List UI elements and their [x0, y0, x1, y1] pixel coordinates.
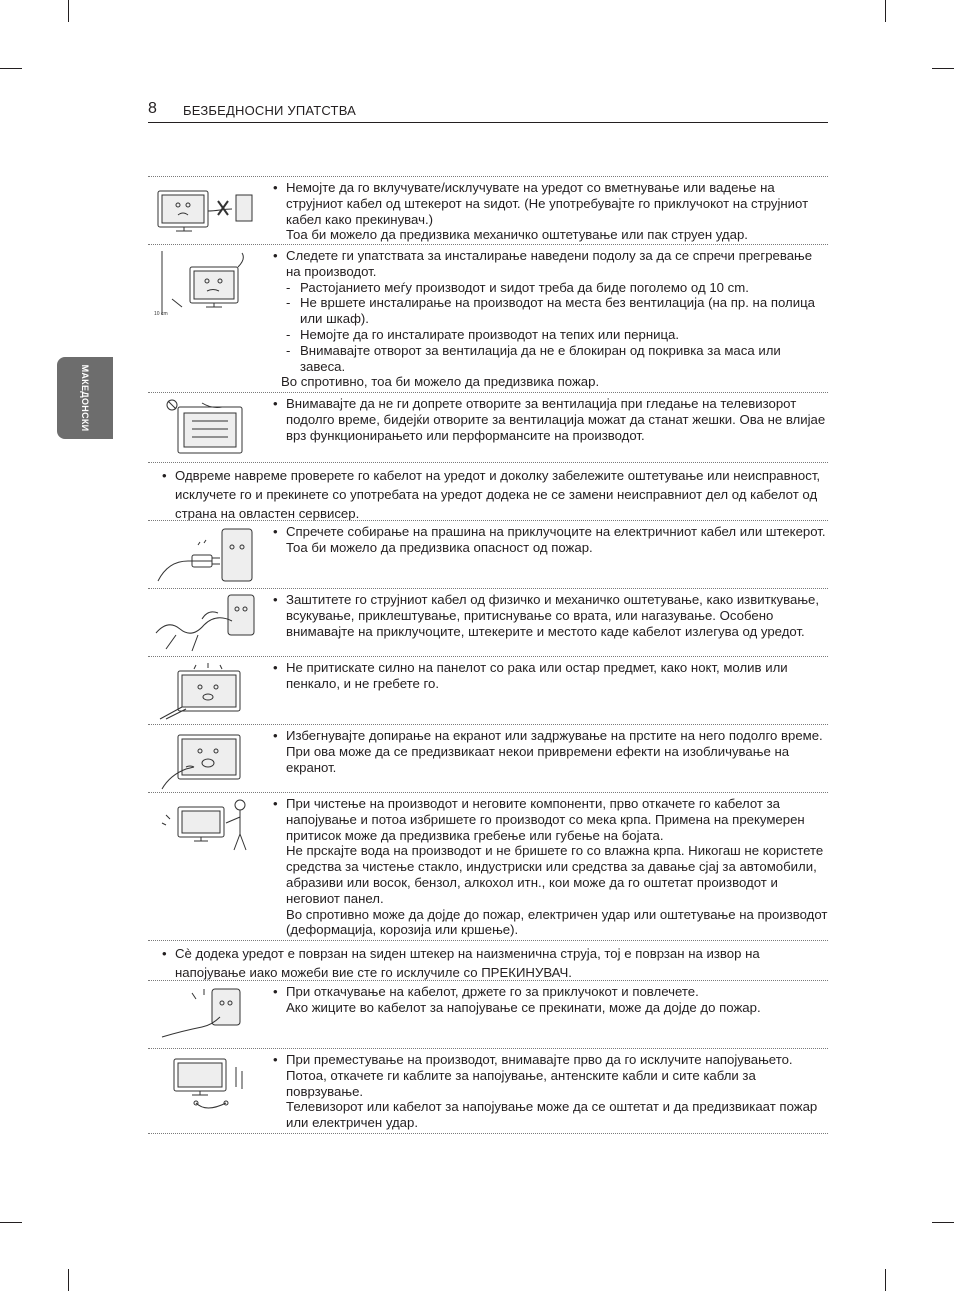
safety-item [148, 520, 828, 588]
safety-item [148, 724, 828, 792]
crop-mark [68, 1269, 69, 1291]
safety-item [148, 656, 828, 724]
tv-hot-vents-illustration [152, 397, 258, 459]
safety-item [148, 1048, 828, 1134]
tv-pressing-panel-illustration [152, 661, 258, 723]
page-number: 8 [148, 100, 157, 117]
item-subpoint: - Немојте да го инсталирате производот на тепих или перница. [273, 327, 828, 343]
item-text: • Избегнувајте допирање на екранот или задржување на прстите на него подолго време. При ова може да се предизвикаат некои привремени ефекти на изобличување на екранот. [273, 728, 828, 775]
item-note: Телевизорот или кабелот за напојување може да се оштетат и да предизвикаат пожар или електричен удар. [286, 1099, 818, 1131]
safety-item [148, 792, 828, 940]
item-note: Во спротивно може да дојде до пожар, електричен удар или оштетување на производот (деформација, корозија или кршење). [286, 906, 828, 938]
crop-mark [932, 68, 954, 69]
safety-item [148, 176, 828, 244]
item-note: Во спротивно, тоа би можело да предизвика пожар. [281, 374, 600, 390]
item-subpoint: - Внимавајте отворот за вентилација да не е блокиран од покривка за маса или завеса. [273, 343, 828, 375]
crop-mark [68, 0, 69, 22]
cleaning-tv-illustration [152, 797, 258, 859]
item-subpoint: - Не вршете инсталирање на производот на места без вентилација (на пр. на полица или шкаф). [273, 295, 828, 327]
item-note: Тоа би можело да предизвика опасност од пожар. [286, 539, 593, 555]
dusty-plug-illustration [152, 525, 258, 587]
safety-list [148, 176, 828, 1134]
item-text: • Одвреме навреме проверете го кабелот на уредот и доколку забележите оштетување или неисправност, исклучете го и прекинете со употребата на уредот додека не се замени неисправниот дел од кабелот од страна на овластен сервисер. [162, 466, 828, 523]
tv-touching-screen-illustration [152, 729, 258, 791]
safety-item [148, 244, 828, 392]
item-text: • Внимавајте да не ги допрете отворите за вентилација при гледање на телевизорот подолго време, бидејќи отворите за вентилација можат да станат жешки. Ова не влијае врз функционирањето или перформансите на производот. [273, 396, 828, 443]
safety-item [148, 980, 828, 1048]
item-text: • Заштитете го струјниот кабел од физичко и механичко оштетување, како извиткување, всукување, приклештување, притиснување со врата, или нагазување. Особено внимавајте на приклучоците, штекерите и местото каде кабелот излегува од уредот. [273, 592, 828, 639]
moving-tv-illustration [152, 1053, 258, 1115]
item-text: • При откачување на кабелот, држете го за приклучокот и повлечете. [273, 984, 828, 1000]
language-tab [57, 357, 113, 439]
pull-plug-illustration [152, 985, 258, 1047]
safety-item [148, 392, 828, 462]
page-title: БЕЗБЕДНОСНИ УПАТСТВА [183, 103, 357, 118]
page-header [148, 100, 828, 123]
item-note: Тоа би можело да предизвика механичко оштетување или пак струен удар. [286, 227, 748, 243]
crop-mark [885, 1269, 886, 1291]
item-text: • При чистење на производот и неговите компоненти, прво откачете го кабелот за напојување и потоа избришете го производот со мека крпа. Примена на прекумерен притисок може да предизвика гребење или губење на бојата. [273, 796, 828, 843]
language-tab-label: МАКЕДОНСКИ [80, 364, 90, 432]
tv-unplug-illustration [152, 181, 258, 239]
item-text: • Сè додека уредот е поврзан на ѕиден штекер на наизменична струја, тој е поврзан на извор на напојување иако можеби вие сте го исклучиле со ПРЕКИНУВАЧ. [162, 944, 828, 982]
item-text: • Немојте да го вклучувате/исклучувате на уредот со вметнување или вадење на струјниот кабел од штекерот на ѕидот. (Не употребувајте го приклучокот на струјниот кабел како прекинувач.) [273, 180, 828, 227]
safety-item [148, 588, 828, 656]
item-text: • Спречете собирање на прашина на приклучоците на електричниот кабел или штекерот. [273, 524, 828, 540]
safety-item [148, 462, 828, 520]
item-text: • Не притискате силно на панелот со рака или остар предмет, како нокт, молив или пенкало, и не гребете го. [273, 660, 828, 692]
item-text: • При преместување на производот, внимавајте прво да го исклучите напојувањето. Потоа, откачете ги каблите за напојување, антенските кабли и сите кабли за поврзување. [273, 1052, 828, 1099]
crop-mark [0, 1222, 22, 1223]
distance-label: 10 cm [154, 311, 168, 317]
damaged-cable-illustration [152, 593, 258, 655]
item-text: • Следете ги упатствата за инсталирање наведени подолу за да се спречи прегревање на производот. [273, 248, 828, 280]
crop-mark [0, 68, 22, 69]
crop-mark [932, 1222, 954, 1223]
item-subpoint: - Растојанието меѓу производот и ѕидот треба да биде поголемо од 10 cm. [273, 280, 828, 296]
item-note: Ако жиците во кабелот за напојување се прекинати, може да дојде до пожар. [286, 999, 761, 1015]
crop-mark [885, 0, 886, 22]
tv-ventilation-distance-illustration [152, 249, 258, 319]
item-note: Не прскајте вода на производот и не бришете го со влажна крпа. Никогаш не користете средства за чистење стакло, индустриски или средства за давање сјај за автомобили, абразиви или восок, бензол, алкохол итн., кои може да го оштетат производот и неговиот панел. [286, 843, 824, 906]
safety-item [148, 940, 828, 980]
